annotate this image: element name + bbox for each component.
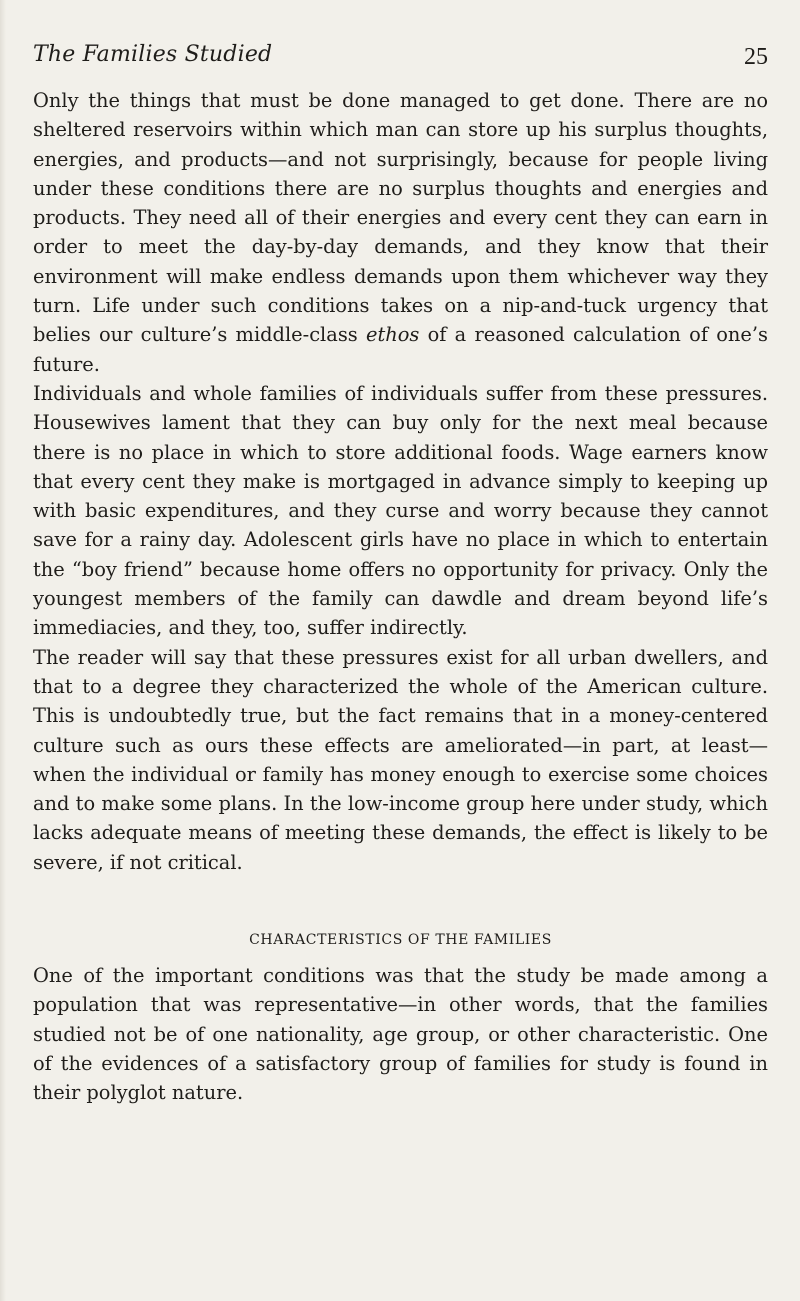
paragraph-2: Individuals and whole families of individuals suffer from these pressures. Housewives lament that they can buy only for the next meal because there is no place in which to store additional foods. Wage earners know that every cent they make is mortgaged in advance simply to keeping up with basic expenditures, and they curse and worry because they cannot save for a rainy day. Adolescent girls have no place in which to entertain the “boy friend” because home offers no opportunity for privacy. Only the youngest members of the family can dawdle and dream beyond life’s immediacies, and they, too, suffer indirectly. bbox=[33, 381, 768, 640]
page-header bbox=[33, 42, 768, 82]
section-heading: CHARACTERISTICS OF THE FAMILIES bbox=[249, 932, 552, 948]
running-head: The Families Studied bbox=[33, 42, 273, 67]
paragraph-1-tail: of a reasoned calculation of one’s future. bbox=[33, 323, 768, 376]
section-text bbox=[33, 961, 768, 1107]
body-text bbox=[33, 86, 768, 877]
paragraph-4: One of the important conditions was that the study be made among a population that was representative—in other words, that the families studied not be of one nationality, age group, or other characteristic. One of the evidences of a satisfactory group of families for study is found in their polyglot nature. bbox=[33, 964, 768, 1105]
page-number: 25 bbox=[744, 44, 768, 70]
paragraph-1-emphasis: ethos bbox=[365, 323, 420, 347]
paragraph-3: The reader will say that these pressures exist for all urban dwellers, and that to a degree they characterized the whole of the American culture. This is undoubtedly true, but the fact remains that in a money-centered culture such as ours these effects are ameliorated—in part, at least—when the individual or family has money enough to exercise some choices and to make some plans. In the low-income group here under study, which lacks adequate means of meeting these demands, the effect is likely to be severe, if not critical. bbox=[33, 645, 768, 874]
paragraph-1-text: Only the things that must be done managed to get done. There are no sheltered reservoirs within which man can store up his surplus thoughts, energies, and products—and not surprisingly, because for people living under these conditions there are no surplus thoughts and energies and products. They need all of their energies and every cent they can earn in order to meet the day-by-day demands, and they know that their environment will make endless demands upon them whichever way they turn. Life under such conditions takes on a nip-and-tuck urgency that belies our culture’s middle-class bbox=[33, 89, 768, 347]
paragraph-1 bbox=[33, 86, 768, 379]
